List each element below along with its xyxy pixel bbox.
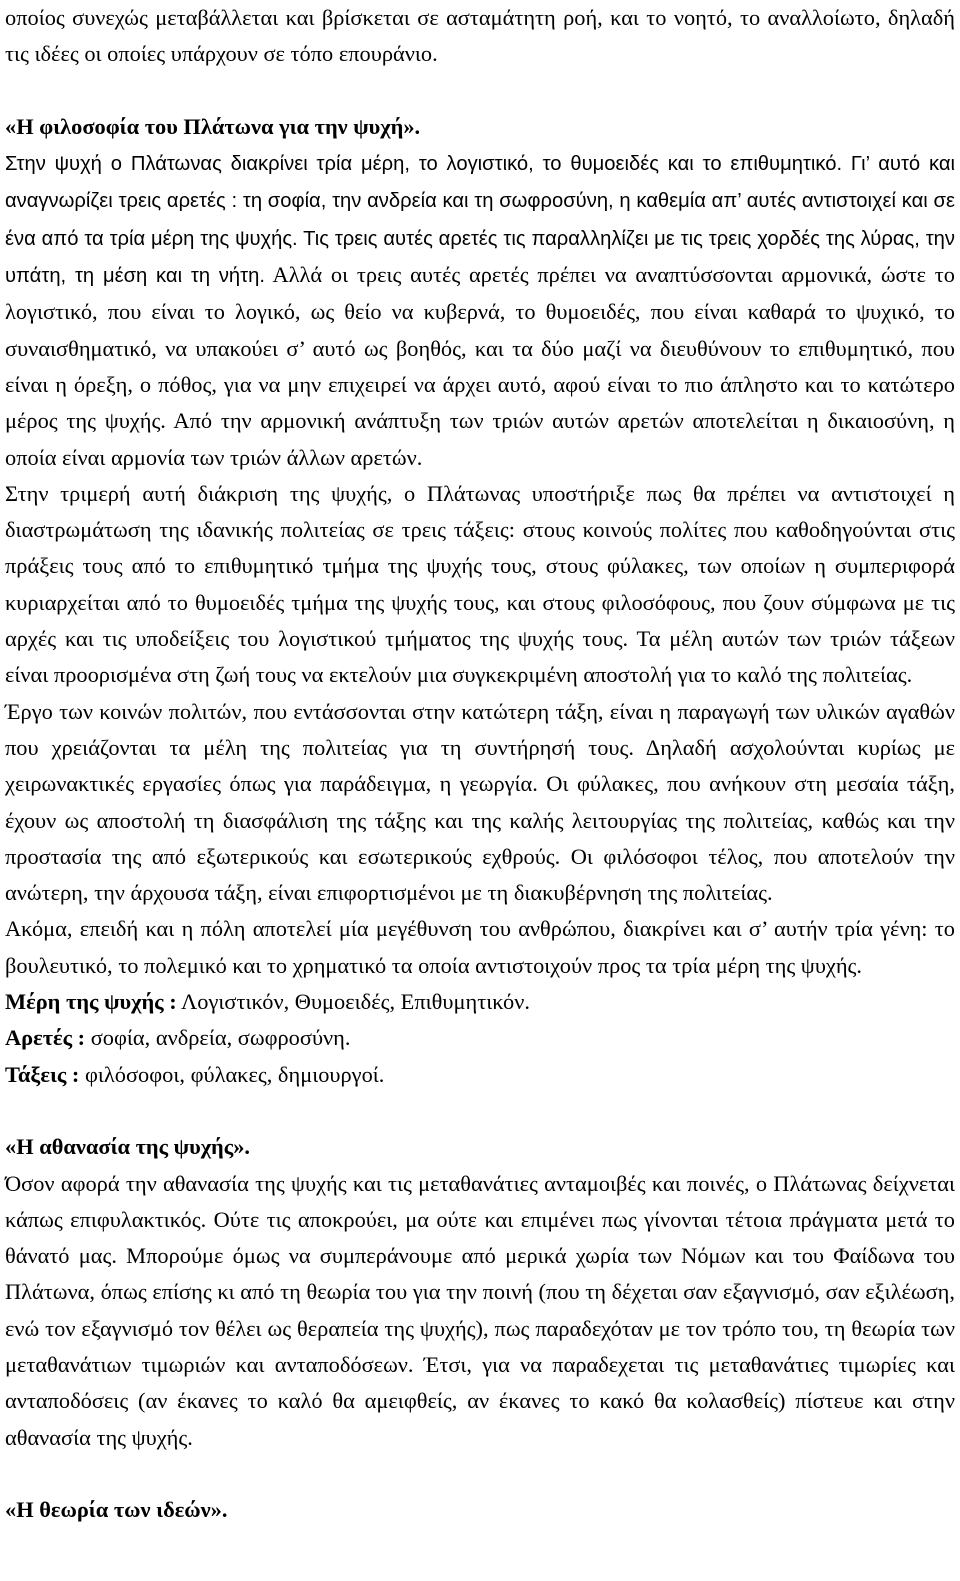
summary-value: σοφία, ανδρεία, σωφροσύνη. (85, 1025, 351, 1051)
section-heading-immortality: «Η αθανασία της ψυχής». (5, 1134, 251, 1160)
soul-paragraph-city: Ακόμα, επειδή και η πόλη αποτελεί μία μεγέθυνση του ανθρώπου, διακρίνει και σ’ αυτήν τρία γένη: το βουλευτικό, το πολεμικό και το χρηματικό τα οποία αντιστοιχούν προς τα τρία μέρη της ψυχής. (5, 916, 955, 978)
summary-line-parts (5, 984, 955, 1020)
soul-paragraph-roles: Έργο των κοινών πολιτών, που εντάσσονται στην κατώτερη τάξη, είναι η παραγωγή των υλικών αγαθών που χρειάζονται τα μέλη της πολιτείας για τη συντήρησή τους. Δηλαδή ασχολούνται κυρίως με χειρωνακτικές εργασίες όπως για παράδειγμα, η γεωργία. Οι φύλακες, που ανήκουν στη μεσαία τάξη, έχουν ως αποστολή τη διασφάλιση της τάξης και της καλής λειτουργίας της πολιτείας, καθώς και την προστασία της από εξωτερικούς και εσωτερικούς εχθρούς. Οι φιλόσοφοι τέλος, που αποτελούν την ανώτερη, την άρχουσα τάξη, είναι επιφορτισμένοι με τη διακυβέρνηση της πολιτείας. (5, 698, 955, 906)
summary-value: Λογιστικόν, Θυμοειδές, Επιθυμητικόν. (176, 989, 530, 1015)
soul-paragraph-classes: Στην τριμερή αυτή διάκριση της ψυχής, ο Πλάτωνας υποστήριξε πως θα πρέπει να αντιστοιχεί η διαστρωμάτωση της ιδανικής πολιτείας σε τρεις τάξεις: στους κοινούς πολίτες που καθοδηγούνται στις πράξεις τους από το επιθυμητικό τμήμα της ψυχής τους, στους φύλακες, των οποίων η συμπεριφορά κυριαρχείται από το θυμοειδές τμήμα της ψυχής τους, και στους φιλοσόφους, που ζουν σύμφωνα με τις αρχές και τις υποδείξεις του λογιστικού τμήματος της ψυχής τους. Τα μέλη αυτών των τριών τάξεων είναι προορισμένα στη ζωή τους να εκτελούν μια συγκεκριμένη αποστολή για το καλό της πολιτείας. (5, 480, 955, 688)
section-heading-soul: «Η φιλοσοφία του Πλάτωνα για την ψυχή». (5, 113, 421, 139)
soul-paragraph-parts (5, 145, 955, 476)
summary-label: Αρετές : (5, 1025, 86, 1051)
soul-paragraph-sans-text: Στην ψυχή ο Πλάτωνας διακρίνει τρία μέρη, το λογιστικό, το θυμοειδές και το επιθυμητικό. Γι’ αυτό και αναγνωρίζει τρεις αρετές : τη σοφία, την ανδρεία και τη σωφροσύνη, η καθεμία απ’ αυτές αντιστοιχεί και σε ένα από τα τρία μέρη της ψυχής. Τις τρεις αυτές αρετές τις παραλληλίζει με τις τρεις χορδές της λύρας, την υπάτη, τη μέση και τη νήτη. (5, 153, 955, 288)
immortality-paragraph: Όσον αφορά την αθανασία της ψυχής και τις μεταθανάτιες ανταμοιβές και ποινές, ο Πλάτωνας δείχνεται κάπως επιφυλακτικός. Ούτε τις αποκρούει, μα ούτε και επιμένει πως γίνονται τέτοια πράγματα μετά το θάνατό μας. Μπορούμε όμως να συμπεράνουμε από μερικά χωρία των Νόμων και του Φαίδωνα του Πλάτωνα, όπως επίσης κι από τη θεωρία του για την ποινή (που τη δέχεται σαν εξαγνισμό, σαν εξιλέωση, ενώ τον εξαγνισμό τον θέλει ως θεραπεία της ψυχής), πως παραδεχόταν με τον τρόπο του, τη θεωρία των μεταθανάτιων τιμωριών και ανταποδόσεων. Έτσι, για να παραδεχεται τις μεταθανάτιες τιμωρίες και ανταποδόσεις (αν έκανες το καλό θα αμειφθείς, αν έκανες το κακό θα κολασθείς) πίστευε και στην αθανασία της ψυχής. (5, 1170, 955, 1450)
blank-line (5, 1456, 955, 1492)
blank-line (5, 1093, 955, 1129)
section-heading-ideas: «Η θεωρία των ιδεών». (5, 1497, 228, 1523)
summary-line-classes (5, 1057, 955, 1093)
summary-label: Μέρη της ψυχής : (5, 989, 177, 1015)
soul-paragraph-serif-text: Αλλά οι τρεις αυτές αρετές πρέπει να αναπτύσσονται αρμονικά, ώστε το λογιστικό, που είναι το λογικό, ως θείο να κυβερνά, το θυμοειδές, που είναι καθαρά το ψυχικό, το συναισθηματικό, να υπακούει σ’ αυτό ως βοηθός, και τα δύο μαζί να διευθύνουν το επιθυμητικό, που είναι η όρεξη, ο πόθος, για να μην επιχειρεί να άρχει αυτό, αφού είναι το πιο άπληστο και το κατώτερο μέρος της ψυχής. Από την αρμονική ανάπτυξη των τριών αυτών αρετών αποτελείται η δικαιοσύνη, η οποία είναι αρμονία των τριών άλλων αρετών. (5, 262, 955, 470)
blank-line (5, 73, 955, 109)
intro-paragraph: οποίος συνεχώς μεταβάλλεται και βρίσκεται σε ασταμάτητη ροή, και το νοητό, το αναλλοίωτο, δηλαδή τις ιδέες οι οποίες υπάρχουν σε τόπο επουράνιο. (5, 5, 955, 67)
summary-line-virtues (5, 1020, 955, 1056)
document-page (5, 0, 955, 1528)
summary-label: Τάξεις : (5, 1061, 80, 1087)
summary-value: φιλόσοφοι, φύλακες, δημιουργοί. (79, 1061, 385, 1087)
